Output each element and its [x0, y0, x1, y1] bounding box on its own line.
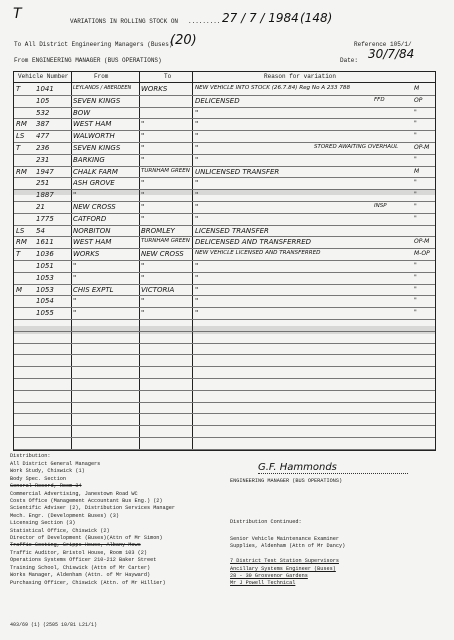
status-code: OP-M: [414, 144, 430, 151]
distribution-item: Work Study, Chiswick (1): [10, 468, 85, 475]
status-code: OP-M: [414, 238, 430, 246]
to-location: VICTORIA: [141, 285, 175, 294]
status-code: ": [414, 155, 417, 163]
from-location: WEST HAM: [73, 120, 112, 129]
row-divider: [14, 95, 435, 96]
row-divider: [14, 201, 435, 202]
from-location: NORBITON: [73, 226, 111, 235]
distribution-item: Operations Systems Officer 210-212 Baker Street: [10, 557, 157, 564]
to-location: ": [141, 273, 145, 282]
row-divider: [14, 378, 435, 379]
header-divider: [14, 82, 435, 83]
distribution-item: Mr J Powell Technical: [230, 580, 296, 587]
reason-text: LICENSED TRANSFER: [195, 226, 269, 235]
from-location: CATFORD: [73, 214, 107, 223]
corner-mark: T: [13, 6, 22, 22]
distribution-item: Licensing Section (3): [10, 520, 76, 527]
from-location: ": [73, 262, 77, 270]
from-location: WEST HAM: [73, 238, 112, 247]
row-divider: [14, 354, 435, 355]
column-divider: [192, 72, 193, 450]
row-divider: [14, 449, 435, 450]
status-code: ": [414, 262, 417, 269]
column-divider: [71, 72, 72, 450]
row-divider: [14, 272, 435, 273]
status-code: M: [414, 85, 420, 92]
row-divider: [14, 319, 435, 320]
to-location: ": [141, 144, 145, 152]
status-code: M-OP: [414, 250, 430, 258]
vehicle-number: 251: [36, 179, 50, 188]
row-divider: [14, 166, 435, 167]
to-location: ": [141, 309, 145, 318]
row-divider: [14, 118, 435, 119]
distribution-item: Statistical Office, Chiswick (2): [10, 527, 110, 534]
vehicle-class-code: T: [16, 144, 21, 152]
reason-text: ": [195, 155, 199, 164]
vehicle-class-code: LS: [16, 132, 25, 141]
distribution-list-right: [230, 536, 345, 588]
to-location: ": [141, 155, 145, 164]
distribution-item: Purchasing Officer, Chiswick (Attn. of Mr Hillier): [10, 579, 166, 586]
distribution-heading: Distribution:: [10, 453, 51, 459]
row-divider: [14, 307, 435, 308]
vehicle-number: 1053: [36, 285, 54, 294]
vehicle-number: 1611: [36, 238, 54, 247]
from-location: NEW CROSS: [73, 203, 116, 211]
vehicle-number: 1775: [36, 214, 54, 223]
vehicle-class-code: M: [16, 285, 23, 294]
distribution-continued-label: Distribution Continued:: [230, 519, 302, 525]
row-divider: [14, 425, 435, 426]
distribution-item: [230, 551, 345, 558]
reason-text: ": [195, 203, 199, 211]
row-divider: [14, 130, 435, 131]
reason-text: ": [195, 273, 199, 282]
from-location: CHALK FARM: [73, 167, 118, 176]
row-divider: [14, 402, 435, 403]
to-location: ": [141, 191, 145, 200]
reason-text: ": [195, 120, 199, 129]
reason-text: ": [195, 191, 199, 200]
status-code: M: [414, 167, 420, 175]
to-line: To All District Engineering Managers (Buses): [14, 41, 173, 48]
vehicle-number: 1887: [36, 191, 54, 200]
form-title: VARIATIONS IN ROLLING STOCK ON: [70, 18, 179, 25]
reason-text: ": [195, 297, 199, 306]
reason-note: FFD: [374, 96, 385, 103]
vehicle-number: 1054: [36, 297, 54, 306]
distribution-item: Body Spec. Section: [10, 475, 67, 482]
vehicle-number: 1053: [36, 273, 54, 282]
from-location: LEYLANDS / ABERDEEN: [73, 85, 132, 91]
distribution-list-left: [10, 461, 175, 587]
distribution-item: Scientific Adviser (2), Distribution Services Manager: [10, 505, 175, 512]
date-value: 30/7/84: [368, 47, 415, 61]
from-location: WALWORTH: [73, 132, 115, 141]
vehicle-number: 236: [36, 144, 50, 152]
from-location: ": [73, 191, 77, 200]
row-divider: [14, 413, 435, 414]
from-location: ": [73, 273, 77, 282]
vehicle-number: 1051: [36, 262, 54, 270]
row-divider: [14, 295, 435, 296]
vehicle-class-code: RM: [16, 238, 27, 247]
row-divider: [14, 260, 435, 261]
to-location: BROMLEY: [141, 226, 175, 235]
vehicle-number: 532: [36, 108, 50, 117]
scan-smudge: [14, 189, 435, 195]
reason-text: ": [195, 309, 199, 318]
from-location: BARKING: [73, 155, 105, 164]
column-header-vehicle-number: Vehicle Number: [18, 73, 69, 80]
vehicle-number: 105: [36, 96, 50, 105]
row-divider: [14, 437, 435, 438]
row-divider: [14, 225, 435, 226]
date-written: 27 / 7 / 1984: [222, 11, 299, 25]
row-divider: [14, 107, 435, 108]
reason-text: DELICENSED AND TRANSFERRED: [195, 238, 312, 247]
distribution-item: General Record, Room 34: [10, 483, 82, 490]
vehicle-class-code: RM: [16, 120, 27, 129]
to-location: TURNHAM GREEN: [141, 238, 190, 245]
reason-text: ": [195, 144, 199, 152]
to-location: NEW CROSS: [141, 250, 184, 259]
reason-text: ": [195, 179, 199, 188]
signature: G.F. Hammonds: [258, 462, 408, 474]
distribution-item: Mech. Engr. (Development Buses) (3): [10, 512, 119, 519]
row-divider: [14, 236, 435, 237]
vehicle-number: 21: [36, 203, 45, 211]
status-code: ": [414, 203, 417, 210]
distribution-item: Senior Vehicle Maintenance Examiner: [230, 536, 339, 542]
vehicle-number: 1041: [36, 85, 54, 93]
column-header-to: To: [164, 73, 172, 80]
vehicle-class-code: LS: [16, 226, 25, 235]
reason-text: UNLICENSED TRANSFER: [195, 167, 280, 176]
row-divider: [14, 213, 435, 214]
distribution-item: Traffic Auditor, Bristol House, Room 103 (2): [10, 549, 147, 556]
from-location: ": [73, 297, 77, 306]
vehicle-number: 1055: [36, 309, 54, 318]
from-location: SEVEN KINGS: [73, 96, 121, 105]
status-code: ": [414, 297, 417, 305]
to-location: ": [141, 120, 145, 129]
status-code: ": [414, 179, 417, 187]
row-divider: [14, 248, 435, 249]
row-divider: [14, 284, 435, 285]
column-divider: [139, 72, 140, 450]
distribution-item: Costs Office (Management Accountant Bus Eng.) (2): [10, 498, 163, 505]
vehicle-number: 231: [36, 155, 50, 164]
from-line: From ENGINEERING MANAGER (BUS OPERATIONS): [14, 57, 162, 64]
reason-text: NEW VEHICLE INTO STOCK (26.7.84) Reg No A 233 788: [195, 85, 351, 91]
distribution-item: Traffic Costing, Cripps House, Albany Mews: [10, 542, 141, 549]
status-code: ": [414, 120, 417, 128]
reason-note: STORED AWAITING OVERHAUL: [314, 144, 399, 150]
row-divider: [14, 154, 435, 155]
vehicle-class-code: RM: [16, 167, 27, 176]
vehicle-number: 1947: [36, 167, 54, 176]
vehicle-class-code: T: [16, 250, 21, 259]
to-location: ": [141, 179, 145, 188]
distribution-item: Works Manager, Aldenham (Attn. of Mr Hayward): [10, 572, 151, 579]
date-label: Date:: [340, 57, 359, 64]
reason-text: NEW VEHICLE LICENSED AND TRANSFERRED: [195, 250, 321, 257]
to-location: WORKS: [141, 85, 168, 93]
from-location: ": [73, 309, 77, 318]
column-header-reason: Reason for variation: [264, 73, 337, 80]
row-divider: [14, 390, 435, 391]
vehicle-number: 387: [36, 120, 50, 129]
reason-text: ": [195, 132, 199, 141]
status-code: ": [414, 132, 417, 140]
distribution-item: 7 District Test Station Supervisors: [230, 558, 339, 565]
from-location: SEVEN KINGS: [73, 144, 121, 152]
distribution-item: 28 - 30 Grosvenor Gardens: [230, 573, 308, 580]
reason-text: ": [195, 108, 199, 117]
distribution-item: Supplies, Aldenham (Attn of Mr Dancy): [230, 543, 346, 550]
distribution-item: Training School, Chiswick (Attn of Mr Carter): [10, 564, 151, 571]
variations-table: [13, 71, 436, 451]
to-location: ": [141, 297, 145, 306]
distribution-item: Commercial Advertising, Janestown Road WC: [10, 490, 138, 497]
distribution-item: All District General Managers: [10, 461, 101, 467]
vehicle-number: 1036: [36, 250, 54, 259]
date-dots: .........: [188, 18, 221, 25]
form-footer: 403/69 (1) (2505 10/81 L21/1): [10, 622, 98, 628]
status-code: ": [414, 214, 417, 222]
to-location: ": [141, 214, 145, 223]
distribution-item: Director of Development (Buses)(Attn of Mr Simon): [10, 535, 163, 542]
status-code: OP: [414, 96, 423, 104]
reason-text: DELICENSED: [195, 96, 240, 105]
status-code: ": [414, 108, 417, 116]
status-code: ": [414, 309, 417, 317]
to-number: (20): [170, 33, 197, 48]
distribution-item: Ancillary Systems Engineer (Buses): [230, 565, 336, 572]
reference-label: Reference 105/1/: [354, 41, 412, 48]
row-divider: [14, 142, 435, 143]
reason-text: ": [195, 214, 199, 223]
vehicle-number: 477: [36, 132, 50, 141]
to-location: ": [141, 262, 145, 270]
to-location: ": [141, 203, 145, 211]
scan-smudge: [14, 326, 435, 334]
signature-title: ENGINEERING MANAGER (BUS OPERATIONS): [230, 478, 343, 484]
to-location: ": [141, 132, 145, 141]
from-location: ASH GROVE: [73, 179, 115, 188]
row-divider: [14, 177, 435, 178]
reason-text: ": [195, 262, 199, 270]
status-code: ": [414, 285, 417, 293]
vehicle-class-code: T: [16, 85, 21, 93]
date-serial: (148): [300, 11, 333, 25]
reason-note: INSP: [374, 203, 387, 209]
vehicle-number: 54: [36, 226, 45, 235]
reason-text: ": [195, 285, 199, 294]
from-location: BOW: [73, 108, 91, 117]
row-divider: [14, 343, 435, 344]
from-location: WORKS: [73, 250, 100, 259]
to-location: TURNHAM GREEN: [141, 167, 190, 174]
from-location: CHIS EXPTL: [73, 285, 114, 294]
row-divider: [14, 366, 435, 367]
column-header-from: From: [94, 73, 109, 80]
status-code: ": [414, 273, 417, 281]
status-code: ": [414, 191, 417, 199]
